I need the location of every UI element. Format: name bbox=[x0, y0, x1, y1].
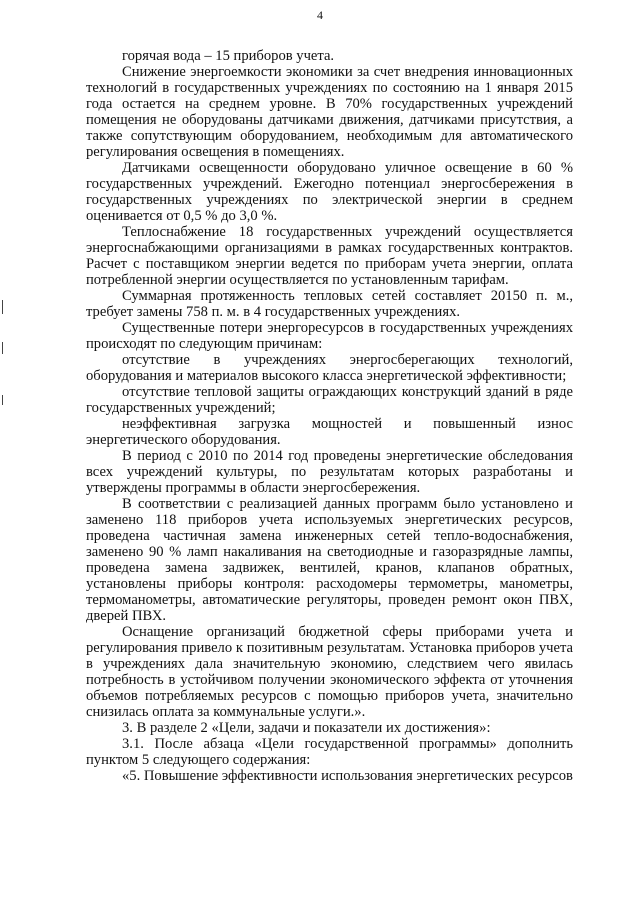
page-number: 4 bbox=[317, 8, 323, 22]
scan-margin-mark bbox=[2, 300, 3, 314]
paragraph: «5. Повышение эффективности использования энергетических ресурсов bbox=[122, 768, 573, 784]
paragraph: Снижение энергоемкости экономики за счет внедрения инновационных технологий в государственных учреждениях по состоянию на 1 января 2015 года остается на среднем уровне. В 70% государственных учреждений помещения не оборудованы датчиками движения, датчиками присутствия, а также сопутствующим оборудованием, необходимым для автоматического регулирования освещения в помещениях. bbox=[86, 64, 573, 160]
paragraph: горячая вода – 15 приборов учета. bbox=[122, 48, 335, 64]
paragraph: Датчиками освещенности оборудовано уличное освещение в 60 % государственных учреждений. Ежегодно потенциал энергосбережения в государственных учреждениях по электрической энергии в среднем оценивается от 0,5 % до 3,0 %. bbox=[86, 160, 573, 224]
paragraph: Оснащение организаций бюджетной сферы приборами учета и регулирования привело к позитивным результатам. Установка приборов учета в учреждениях дала значительную экономию, следствием чего явилась потребность в устойчивом получении экономического эффекта от уточнения объемов потребляемых ресурсов с помощью приборов учета, значительно снизилась оплата за коммунальные услуги.». bbox=[86, 624, 573, 720]
paragraph: В соответствии с реализацией данных программ было установлено и заменено 118 приборов учета используемых энергетических ресурсов, проведена частичная замена инженерных сетей тепло-водоснабжения, заменено 90 % ламп накаливания на светодиодные и газоразрядные лампы, проведена замена задвижек, вентилей, кранов, клапанов обратных, установлены приборы контроля: расходомеры термометры, манометры, термоманометры, автоматические регуляторы, проведен ремонт окон ПВХ, дверей ПВХ. bbox=[86, 496, 573, 624]
paragraph: Суммарная протяженность тепловых сетей составляет 20150 п. м., требует замены 758 п. м. в 4 государственных учреждениях. bbox=[86, 288, 573, 320]
paragraph: В период с 2010 по 2014 год проведены энергетические обследования всех учреждений культуры, по результатам которых разработаны и утверждены программы в области энергосбережения. bbox=[86, 448, 573, 496]
list-item: отсутствие в учреждениях энергосберегающих технологий, оборудования и материалов высокого класса энергетической эффективности; bbox=[86, 352, 573, 384]
list-item: отсутствие тепловой защиты ограждающих конструкций зданий в ряде государственных учреждений; bbox=[86, 384, 573, 416]
list-item: неэффективная загрузка мощностей и повышенный износ энергетического оборудования. bbox=[86, 416, 573, 448]
scan-margin-mark bbox=[2, 342, 3, 354]
scan-margin-mark bbox=[2, 395, 3, 405]
paragraph: Существенные потери энергоресурсов в государственных учреждениях происходят по следующим причинам: bbox=[86, 320, 573, 352]
section-heading: 3. В разделе 2 «Цели, задачи и показатели их достижения»: bbox=[122, 720, 491, 736]
paragraph: 3.1. После абзаца «Цели государственной программы» дополнить пунктом 5 следующего содержания: bbox=[86, 736, 573, 768]
document-body bbox=[86, 48, 573, 784]
paragraph: Теплоснабжение 18 государственных учреждений осуществляется энергоснабжающими организациями в рамках государственных контрактов. Расчет с поставщиком энергии ведется по приборам учета энергии, оплата потребленной энергии осуществляется по установленным тарифам. bbox=[86, 224, 573, 288]
